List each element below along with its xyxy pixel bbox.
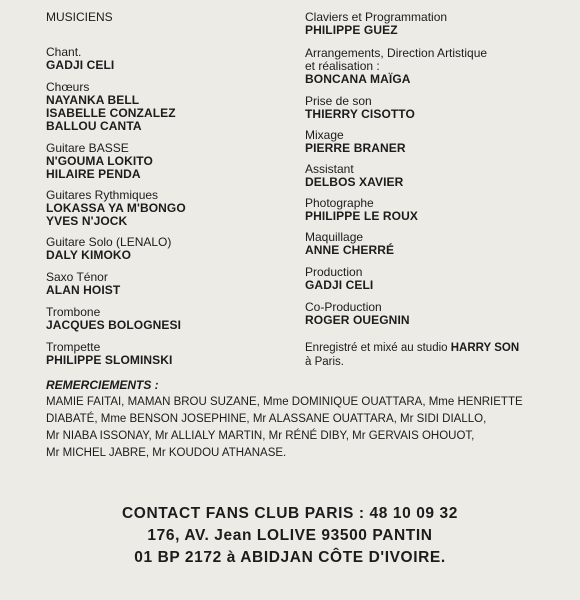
credit-name: BALLOU CANTA [46,119,142,133]
credit-role: Claviers et Programmation [305,10,448,24]
credit-name: DELBOS XAVIER [305,175,404,189]
credit-block-solo [46,236,171,262]
credit-role: Guitare Solo (LENALO) [46,235,172,249]
credit-name: PHILIPPE LE ROUX [305,209,418,223]
credit-role: Prise de son [305,94,372,108]
contact-line: 01 BP 2172 à ABIDJAN CÔTE D'IVOIRE. [134,549,446,566]
credit-block-maquillage [305,231,394,257]
credit-block-trompette [46,341,172,367]
credit-role: Mixage [305,128,344,142]
credit-role: Saxo Ténor [46,270,108,284]
contact-line: 176, AV. Jean LOLIVE 93500 PANTIN [147,527,433,544]
credit-block-prise-de-son [305,95,415,121]
credit-role: Production [305,265,363,279]
credit-name: JACQUES BOLOGNESI [46,318,182,332]
thanks-line: Mr NIABA ISSONAY, Mr ALLIALY MARTIN, Mr RÉNÉ DIBY, Mr GERVAIS OHOUOT, [46,430,475,442]
credit-name: YVES N'JOCK [46,214,128,228]
studio-note-before: Enregistré et mixé au studio [305,342,451,354]
contact-block [0,503,580,569]
credit-role: Trombone [46,305,101,319]
credit-role: Maquillage [305,230,364,244]
credit-block-saxo [46,271,120,297]
credit-name: HILAIRE PENDA [46,167,141,181]
credit-name: DALY KIMOKO [46,248,132,262]
credit-block-coproduction [305,301,410,327]
credit-role: Photographe [305,196,374,210]
credit-role: Chant. [46,45,82,59]
credit-block-mixage [305,129,406,155]
credit-role: Guitare BASSE [46,141,129,155]
credit-role-continued: et réalisation : [305,59,380,73]
credit-block-rythmiques [46,189,186,228]
credit-name: PHILIPPE GUEZ [305,23,398,37]
credit-block-choeurs [46,81,176,133]
credit-role: Chœurs [46,80,90,94]
credit-name: PIERRE BRANER [305,141,406,155]
credit-block-arrangements [305,47,487,86]
credit-name: GADJI CELI [305,278,374,292]
credit-block-chant [46,46,114,72]
credit-name: PHILIPPE SLOMINSKI [46,353,173,367]
credit-block-trombone [46,306,181,332]
credit-role: Assistant [305,162,354,176]
credit-block-photographe [305,197,418,223]
credit-name: ALAN HOIST [46,283,121,297]
thanks-line: MAMIE FAITAI, MAMAN BROU SUZANE, Mme DOMINIQUE OUATTARA, Mme HENRIETTE [46,396,523,408]
thanks-line: DIABATÉ, Mme BENSON JOSEPHINE, Mr ALASSANE OUATTARA, Mr SIDI DIALLO, [46,413,487,425]
thanks-section [46,378,536,462]
thanks-body [46,394,536,462]
credit-name: NAYANKA BELL [46,93,140,107]
credit-name: GADJI CELI [46,58,115,72]
credit-role: Arrangements, Direction Artistique [305,46,488,60]
credit-block-claviers [305,11,447,37]
credit-block-assistant [305,163,403,189]
credit-role: Co-Production [305,300,382,314]
musicians-heading: MUSICIENS [46,10,113,24]
credit-name: ANNE CHERRÉ [305,243,395,257]
credit-role: Trompette [46,340,101,354]
credit-block-basse [46,142,153,181]
thanks-line: Mr MICHEL JABRE, Mr KOUDOU ATHANASE. [46,447,287,459]
credit-name: LOKASSA YA M'BONGO [46,201,186,215]
credit-name: N'GOUMA LOKITO [46,154,153,168]
thanks-title: REMERCIEMENTS : [46,378,159,392]
credit-name: ISABELLE CONZALEZ [46,106,176,120]
credit-name: THIERRY CISOTTO [305,107,415,121]
studio-name: HARRY SON [450,342,520,354]
credit-role: Guitares Rythmiques [46,188,159,202]
credit-name: ROGER OUEGNIN [305,313,410,327]
studio-note [305,341,567,369]
credit-block-production [305,266,373,292]
contact-line: CONTACT FANS CLUB PARIS : 48 10 09 32 [122,505,458,522]
credit-name: BONCANA MAÏGA [305,72,411,86]
studio-note-after: à Paris. [305,356,344,368]
